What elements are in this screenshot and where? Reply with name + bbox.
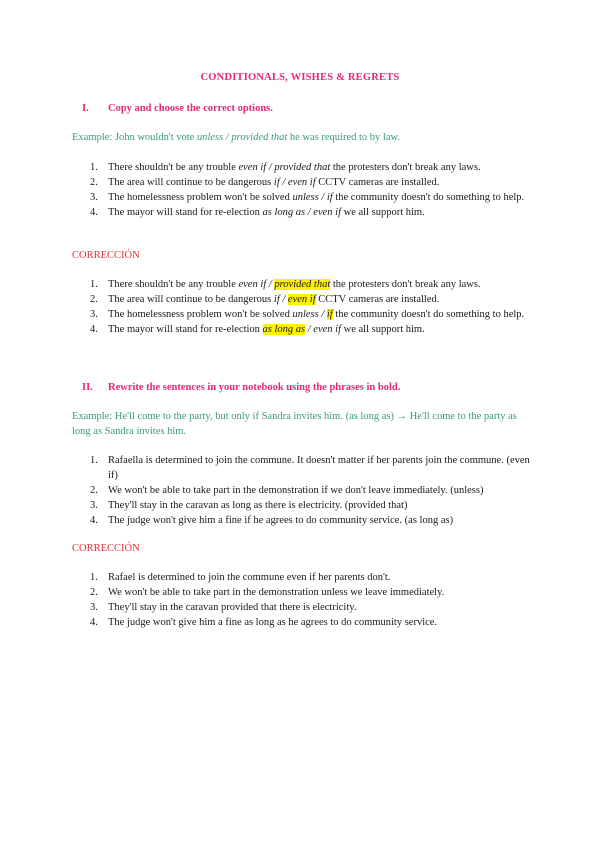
section-1-title: Copy and choose the correct options. [108,103,273,114]
list-item: 2. We won't be able to take part in the demonstration if we don't leave immediately. (unless) [90,485,484,496]
section-2-example: Example: He'll come to the party, but only if Sandra invites him. (as long as) → He'll come to the party as long as Sandra invites him. [72,411,517,437]
list-item: 1. There shouldn't be any trouble even if / provided that the protesters don't break any laws. [90,162,481,173]
list-item: 4. The mayor will stand for re-election as long as / even if we all support him. [90,207,425,218]
list-item: 3. The homelessness problem won't be solved unless / if the community doesn't do something to help. [90,192,525,203]
list-item: 4. The judge won't give him a fine as long as he agrees to do community service. [90,617,438,628]
list-item: 2. The area will continue to be dangerous if / even if CCTV cameras are installed. [90,294,440,305]
section-1-correction-label: CORRECCIÓN [72,250,140,261]
section-2-correction-list [90,570,530,630]
list-item: 2. The area will continue to be dangerous if / even if CCTV cameras are installed. [90,177,440,188]
section-1-exercise-list [90,160,530,220]
list-item: 1. Rafael is determined to join the commune even if her parents don't. [90,572,391,583]
highlighted-answer: even if [287,294,316,305]
section-2-title: Rewrite the sentences in your notebook using the phrases in bold. [108,382,401,393]
list-item: 4. The mayor will stand for re-election as long as / even if we all support him. [90,324,425,335]
section-1-example: Example: John wouldn't vote unless / provided that he was required to by law. [72,132,401,143]
section-2-number: II. [82,382,93,393]
section-2-heading [82,380,400,395]
list-item: 4. The judge won't give him a fine if he agrees to do community service. (as long as) [90,515,454,526]
page-title: CONDITIONALS, WISHES & REGRETS [200,72,400,83]
highlighted-answer: if [326,309,333,320]
list-item: 3. They'll stay in the caravan provided that there is electricity. [90,602,357,613]
list-item: 2. We won't be able to take part in the demonstration unless we leave immediately. [90,587,445,598]
section-1-correction-list [90,277,530,337]
highlighted-answer: provided that [274,279,331,290]
section-2-exercise-list [90,453,530,528]
list-item: 3. The homelessness problem won't be solved unless / if the community doesn't do something to help. [90,309,525,320]
list-item: 1. Rafaella is determined to join the commune. It doesn't matter if her parents join the commune. (even if) [90,455,530,481]
list-item: 3. They'll stay in the caravan as long as there is electricity. (provided that) [90,500,408,511]
section-1-number: I. [82,103,89,114]
section-2-correction-label: CORRECCIÓN [72,543,140,554]
list-item: 1. There shouldn't be any trouble even if / provided that the protesters don't break any laws. [90,279,481,290]
section-1-heading [82,101,273,116]
highlighted-answer: as long as [262,324,306,335]
